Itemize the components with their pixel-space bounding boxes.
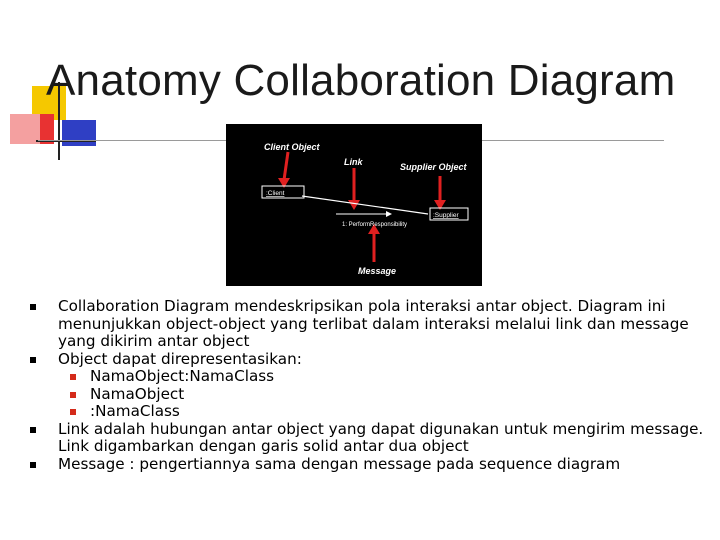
slide-title: Anatomy Collaboration Diagram [46,56,676,105]
bullet-item [28,351,708,369]
bullet-text: Message : pengertiannya sama dengan message pada sequence diagram [58,454,621,473]
client-box-label: :Client [266,190,285,197]
bullet-text: Link adalah hubungan antar object yang dapat digunakan untuk mengirim message. Link digambarkan dengan garis solid antar dua object [58,419,704,455]
bullet-text: Collaboration Diagram mendeskripsikan pola interaksi antar object. Diagram ini menunjukkan object-object yang terlibat dalam interaksi melalui link dan message yang dikirim antar object [58,297,689,350]
message-text-label: 1: PerformResponsibility [342,222,408,228]
message-direction-arrowhead [386,211,392,217]
bullet-list [28,298,708,473]
diagram-svg [226,124,482,286]
bullet-marker-icon [30,304,36,310]
bullet-item [28,421,708,456]
client-object-arrow [284,152,288,180]
sub-bullet-text: :NamaClass [90,402,180,420]
sub-bullet-item [28,403,708,421]
sub-bullet-item [28,368,708,386]
sub-bullet-text: NamaObject [90,384,185,403]
supplier-box-label: :Supplier [433,212,459,219]
decorative-blue-square [62,120,96,146]
bullet-marker-icon [30,357,36,363]
link-line [302,196,428,214]
bullet-item [28,298,708,351]
bullet-marker-icon [30,462,36,468]
sub-bullet-marker-icon [70,374,76,380]
supplier-object-label: Supplier Object [400,162,467,172]
link-arrowhead [348,200,360,210]
sub-bullet-item [28,386,708,404]
sub-bullet-marker-icon [70,392,76,398]
sub-bullet-marker-icon [70,409,76,415]
bullet-item [28,456,708,474]
collaboration-diagram-figure [226,124,482,286]
message-label: Message [358,266,397,276]
bullet-text: Object dapat direpresentasikan: [58,349,302,368]
link-label: Link [344,157,363,167]
client-object-label: Client Object [264,142,320,152]
sub-bullet-text: NamaObject:NamaClass [90,367,275,385]
bullet-marker-icon [30,427,36,433]
